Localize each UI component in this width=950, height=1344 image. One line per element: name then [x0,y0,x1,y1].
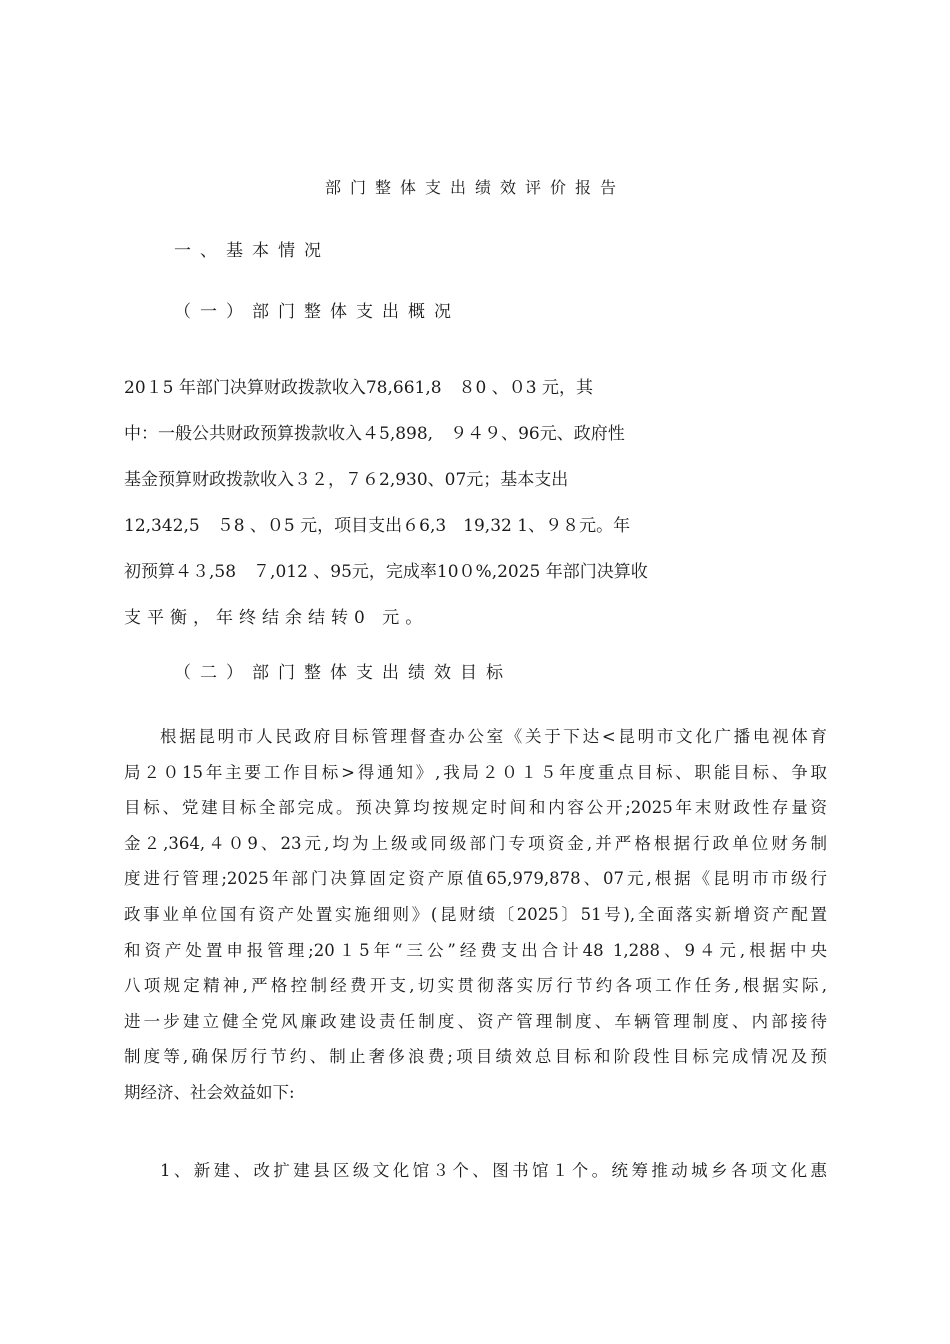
paragraph-line: 政事业单位国有资产处置实施细则》(昆财绩〔2025〕51号),全面落实新增资产配置 [124,904,827,924]
performance-goals-paragraph [124,719,827,1111]
subsection-heading-performance-goals: （二）部门整体支出绩效目标 [174,663,512,683]
paragraph-line: 和资产处置申报管理;20１5年“三公”经费支出合计48 1,288、9４元,根据中央 [124,940,827,960]
document-title: 部门整体支出绩效评价报告 [324,178,625,197]
paragraph-line: 12,342,5 ５8 、０5 元，项目支出６6,3 19,32 1、９８元。年 [124,516,631,536]
expenditure-overview-paragraph [124,365,824,641]
subsection-heading-expenditure-overview: （一）部门整体支出概况 [174,302,460,322]
paragraph-line: 金２,364,４０9、23元,均为上级或同级部门专项资金,并严格根据行政单位财务制 [124,833,827,853]
list-item: 1、新建、改扩建县区级文化馆３个、图书馆１个。统筹推动城乡各项文化惠 [160,1161,827,1180]
section-heading-basic-info: 一、基本情况 [174,241,330,261]
paragraph-line: 期经济、社会效益如下: [124,1082,295,1102]
paragraph-line: 目标、党建目标全部完成。预决算均按规定时间和内容公开;2025年末财政性存量资 [124,798,827,818]
paragraph-line: 基金预算财政拨款收入３２，７６2,930、07元；基本支出 [124,470,569,490]
paragraph-line: 制度等,确保厉行节约、制止奢侈浪费;项目绩效总目标和阶段性目标完成情况及预 [124,1047,827,1067]
paragraph-line: 中：一般公共财政预算拨款收入４5,898, ９４９、96元、政府性 [124,424,625,444]
paragraph-line: 八项规定精神,严格控制经费开支,切实贯彻落实厉行节约各项工作任务,根据实际, [124,976,827,996]
paragraph-line: 20１5 年部门决算财政拨款收入78,661,8 ８0 、０3 元，其 [124,378,593,398]
paragraph-line: 初预算４３,58 ７,012 、95元，完成率10０%,2025 年部门决算收 [124,562,648,582]
paragraph-line: 支平衡，年终结余结转0 元。 [124,608,429,628]
paragraph-line: 根据昆明市人民政府目标管理督查办公室《关于下达<昆明市文化广播电视体育 [160,727,827,746]
paragraph-line: 局２０15年主要工作目标>得通知》,我局２０１５年度重点目标、职能目标、争取 [124,762,827,782]
paragraph-line: 进一步建立健全党风廉政建设责任制度、资产管理制度、车辆管理制度、内部接待 [124,1011,827,1031]
paragraph-line: 度进行管理;2025年部门决算固定资产原值65,979,878、07元,根据《昆明市市级行 [124,869,827,889]
